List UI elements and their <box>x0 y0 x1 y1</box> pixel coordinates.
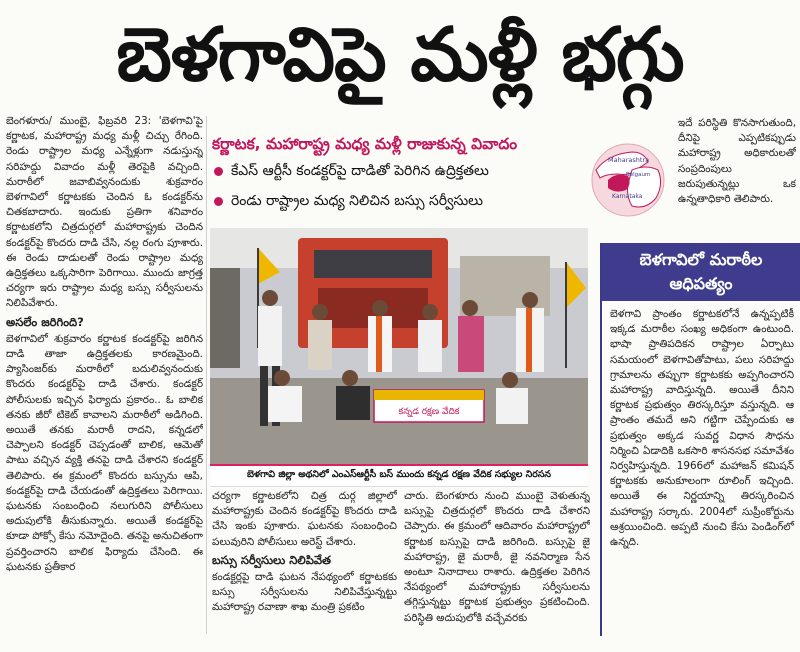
headline: బెళగావిపై మళ్లీ భగ్గు <box>116 12 684 98</box>
sidebar-box-text: బెళగావి ప్రాంతం కర్ణాటకలోనే ఉన్నప్పటికీ ఇక్కడ మరాఠీల సంఖ్య అధికంగా ఉంటుంది. భాషా ప్రాతిపదికన రాష్ట్రాల ఏర్పాటు సమయంలో బెళగావితోపాటు, పలు సరిహద్దు గ్రామాలను తప్పుగా కర్ణాటకకు అప్పగించారని మహారాష్ట్ర వాదిస్తున్నది. అయితే దీనిని కర్ణాటక ప్రభుత్వం తిరస్కరిస్తూ వస్తున్నది. ఆ ప్రాంతం తమదే అని గట్టిగా చెప్పేందుకు ఆ ప్రభుత్వం అక్కడ సువర్ణ విధాన సౌధను నిర్మించి ఏడాదికి ఒకసారి శాసనసభ సమావేశం నిర్వహిస్తున్నది. 1966లో మహాజన్ కమిషన్ కర్ణాటకకు అనుకూలంగా రూలింగ్ ఇచ్చింది. అయితే ఈ నిర్ణయాన్ని తిరస్కరించిన మహారాష్ట్ర సర్కారు. 2004లో సుప్రీంకోర్టును ఆశ్రయించింది. అప్పటి నుంచి కేసు పెండింగ్‌లో ఉన్నది. <box>610 308 794 549</box>
left-column <box>6 114 203 634</box>
protest-photo <box>210 228 588 464</box>
bullet-2 <box>214 193 483 212</box>
top-right-text: ఇదే పరిస్థితి కొనసాగుతుంది, దీనిపై ఎప్పటికప్పుడు మహారాష్ట్ర అధికారులతో సంప్రదింపులు జరుపుతున్నట్లు ఒక ఉన్నతాధికారి తెలిపారు. <box>678 117 796 206</box>
state-map-icon <box>588 140 672 218</box>
left-paragraph-1: బెంగళూరు/ ముంబై, ఫిబ్రవరి 23: 'బెళగావి'పై కర్ణాటక, మహారాష్ట్ర మధ్య మళ్లీ చిచ్చు రేగింది. రెండు రాష్ట్రాల మధ్య ఎన్నేళ్లుగా నడుస్తున్న సరిహద్దు వివాదం మళ్లీ తెరపైకి వచ్చింది. మరాఠీలో జవాబివ్వనందుకు శుక్రవారం బెళగావిలో కర్ణాటకకు చెందిన ఓ కండక్టర్‌ను చితకబాదారు. ఇందుకు ప్రతిగా శనివారం కర్ణాటకలోని చిత్రదుర్గలో మహారాష్ట్రకు చెందిన కండక్టర్‌పై కొందరు దాడి చేసి, నల్ల రంగు పూశారు. ఈ రెండు దాడులతో రెండు రాష్ట్రాల మధ్య ఉద్రిక్తతలు ఒక్కసారిగా పెరిగాయి. ముందు జాగ్రత్త చర్యగా ఇరు రాష్ట్రాల మధ్య బస్సు సర్వీసులను నిలిపివేశారు. <box>6 115 203 310</box>
bullet-1-text: కేఎస్ ఆర్టీసీ కండక్టర్‌పై దాడితో పెరిగిన ఉద్రిక్తతలు <box>231 163 489 179</box>
column-divider <box>206 116 207 634</box>
map-label-belgaum: Belgaum <box>626 172 651 178</box>
sidebar-box <box>600 243 800 636</box>
center-column-2 <box>404 489 590 635</box>
map-graphic <box>588 140 672 218</box>
sidebar-box-title: బెళగావిలో మరాఠీల ఆధిపత్యం <box>602 243 800 301</box>
center-column-1 <box>212 489 397 635</box>
bullet-2-text: రెండు రాష్ట్రాల మధ్య నిలిచిన బస్సు సర్వీసులు <box>231 193 483 209</box>
center-col2-paragraph: చారు. బెంగళూరు నుంచి ముంబై వెళుతున్న బస్సుపై చిత్రదుర్గలో కొందరు దాడి చేశారని చెప్పారు. ఈ క్రమంలో ఆదివారం మహారాష్ట్రలో కర్ణాటక బస్సుపై దాడి జరిగింది. బస్సుపై జై మహారాష్ట్ర, జై మరాఠీ, జై నవనిర్మాణ సేన అంటూ నినాదాలు రాశారు. ఉద్రిక్తతల పెరిగిన నేపథ్యంలో మహారాష్ట్రకు సర్వీసులను తగ్గిస్తున్నట్టు కర్ణాటక ప్రభుత్వం ప్రకటించింది. పరిస్థితి అదుపులోకి వచ్చేవరకు <box>404 490 590 624</box>
banner-text: కన్నడ రక్షణ వేదిక <box>398 407 460 417</box>
center-col1-paragraph: చర్యగా కర్ణాటకలోని చిత్ర దుర్గ జిల్లాలో మహారాష్ట్రకు చెందిన కండక్టర్‌పై కొందరు దాడి చేసి ఇంకు పూశారు. ఘటనకు సంబంధించి పలువురిని పోలీసులు అరెస్ట్ చేశారు. <box>212 490 397 548</box>
bullet-dot <box>214 197 223 206</box>
left-subhead: అసలేం జరిగింది? <box>6 314 84 329</box>
center-col1-paragraph-2: కండక్టర్లపై దాడి ఘటన నేపథ్యంలో కర్ణాటకకు బస్సు సర్వీసులను నిలిపివేస్తున్నట్టు మహారాష్ట్ర రవాణా శాఖ మంత్రి ప్రకటిం <box>212 571 397 614</box>
bullet-1 <box>214 163 489 182</box>
protest-photo-illustration <box>210 228 588 464</box>
map-label-maharashtra: Maharashtra <box>608 156 650 164</box>
kicker: కర్ణాటక, మహారాష్ట్ర మధ్య మళ్లీ రాజుకున్న వివాదం <box>212 135 518 153</box>
center-col1-subhead: బస్సు సర్వీసులు నిలిపివేత <box>212 552 331 567</box>
bullet-dot <box>214 167 223 176</box>
map-label-karnataka: Karnataka <box>612 193 643 200</box>
photo-caption: బెళగావి జిల్లా అథనిలో ఎంఎస్ఆర్టీసీ బస్ ముందు కన్నడ రక్షణ వేదిక సభ్యుల నిరసన <box>210 464 588 487</box>
left-paragraph-2: బెళగావిలో శుక్రవారం కర్ణాటక కండక్టర్‌పై జరిగిన దాడి తాజా ఉద్రిక్తతలకు కారణమైంది. ప్యాసింజర్‌కు మరాఠీలో బదులివ్వనందుకు కొందరు కండక్టర్‌పై దాడి చేశారు. కండక్టర్ పోలీసులకు ఇచ్చిన ఫిర్యాదు ప్రకారం.. ఓ బాలిక తనకు జీరో టికెట్ కావాలని మరాఠీలో అడిగింది. అయితే తనకు మరాఠీ రాదని, కన్నడలో చెప్పాలని కండక్టర్ చెప్పడంతో బాలిక, ఆమెతో పాటు వచ్చిన వ్యక్తి తనపై దాడి చేశారని కండక్టర్ తెలిపారు. ఈ క్రమంలో కొందరు బస్సును ఆపి, కండక్టర్‌పై దాడి చేయడంతో ఉద్రిక్తతలు పెరిగాయి. ఘటనకు సంబంధించి నలుగురిని పోలీసులు అదుపులోకి తీసుకున్నారు. అయితే కండక్టర్‌పై కూడా పోక్సో కేసు నమోదైంది. తనపై అనుచితంగా ప్రవర్తించారని బాలిక ఫిర్యాదు చేసింది. ఈ ఘటనకు ప్రతీకార <box>6 332 203 573</box>
